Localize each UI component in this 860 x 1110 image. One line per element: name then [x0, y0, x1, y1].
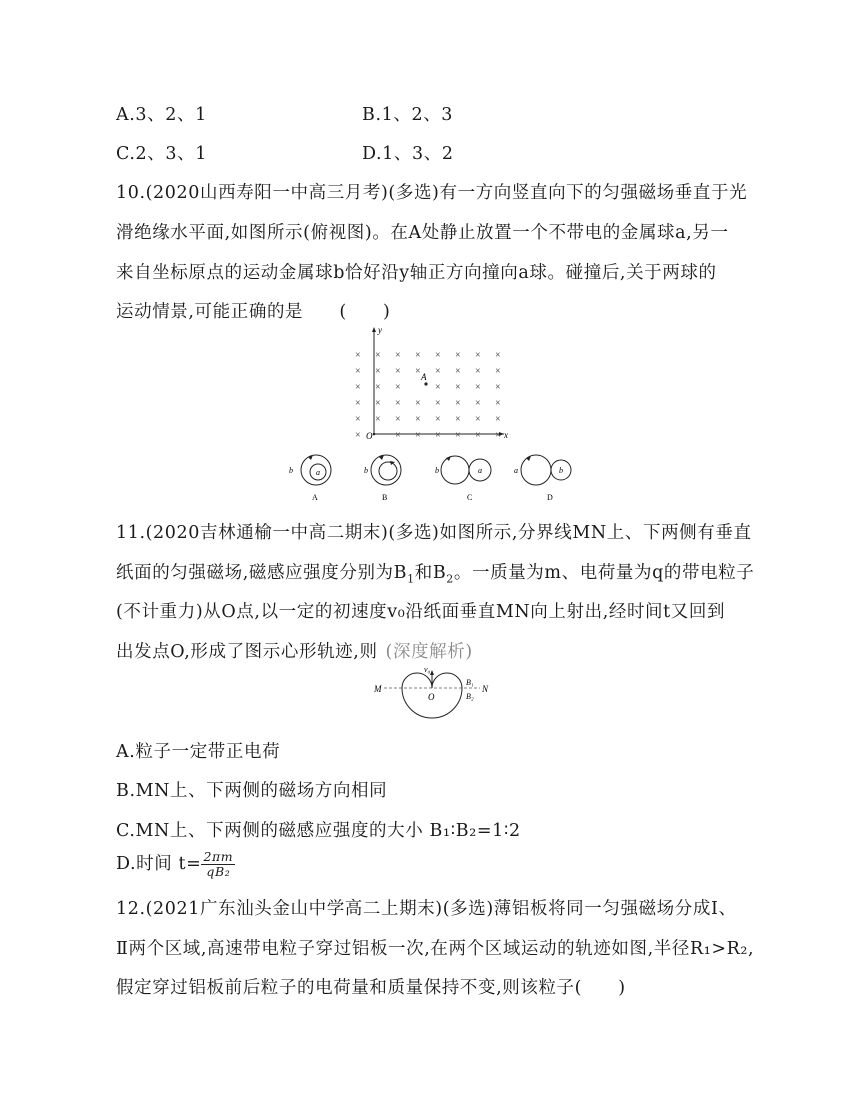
field-cross: × — [455, 430, 461, 441]
q11-heart-trajectory-figure — [370, 662, 500, 732]
field-crosses — [355, 350, 501, 441]
field-cross: × — [495, 366, 501, 377]
field-cross: × — [495, 414, 501, 425]
sub-figure-d — [514, 455, 571, 502]
field-cross: × — [455, 398, 461, 409]
field-cross: × — [495, 430, 501, 441]
point-a-label: A — [421, 372, 427, 382]
svg-text:b: b — [435, 466, 439, 475]
q11-option-a: A.粒子一定带正电荷 — [116, 742, 281, 762]
field-cross: × — [455, 366, 461, 377]
field-cross: × — [495, 398, 501, 409]
field-cross: × — [375, 414, 381, 425]
svg-text:b: b — [289, 466, 293, 475]
svg-text:M: M — [374, 684, 382, 694]
y-axis-label: y — [378, 325, 382, 335]
q10-line-4: 运动情景,可能正确的是 ( ) — [116, 302, 391, 322]
field-cross: × — [355, 414, 361, 425]
x-axis-label: x — [504, 430, 508, 440]
q9-option-d: D.1、3、2 — [362, 144, 454, 164]
field-cross: × — [435, 414, 441, 425]
field-cross: × — [475, 366, 481, 377]
q10-line-3: 来自坐标原点的运动金属球b恰好沿y轴正方向撞向a球。碰撞后,关于两球的 — [116, 263, 717, 283]
field-cross: × — [415, 430, 421, 441]
field-cross: × — [375, 350, 381, 361]
field-cross: × — [355, 430, 361, 441]
field-cross: × — [435, 350, 441, 361]
sub-figure-a — [289, 455, 331, 502]
svg-text:B₂: B₂ — [466, 692, 474, 701]
field-cross: × — [435, 382, 441, 393]
field-cross: × — [475, 430, 481, 441]
field-cross: × — [355, 382, 361, 393]
svg-text:a: a — [316, 468, 320, 477]
field-cross: × — [355, 350, 361, 361]
svg-text:A: A — [312, 493, 318, 502]
field-cross: × — [395, 430, 401, 441]
field-cross: × — [455, 414, 461, 425]
field-cross: × — [355, 366, 361, 377]
field-cross: × — [395, 414, 401, 425]
q12-line-1: 12.(2021广东汕头金山中学高二上期末)(多选)薄铝板将同一匀强磁场分成Ⅰ、 — [116, 899, 737, 919]
field-cross: × — [435, 366, 441, 377]
field-cross: × — [475, 382, 481, 393]
q11-line-3: (不计重力)从O点,以一定的初速度v₀沿纸面垂直MN向上射出,经时间t又回到 — [116, 602, 726, 622]
svg-text:v₀: v₀ — [424, 665, 431, 674]
q12-line-3: 假定穿过铝板前后粒子的电荷量和质量保持不变,则该粒子( ) — [116, 978, 626, 998]
field-cross: × — [455, 382, 461, 393]
q10-line-1: 10.(2020山西寿阳一中高三月考)(多选)有一方向竖直向下的匀强磁场垂直于光 — [116, 183, 748, 203]
svg-text:C: C — [467, 493, 473, 502]
q9-option-b: B.1、2、3 — [362, 105, 454, 125]
sub-figure-b — [364, 455, 401, 502]
q11-line-2: 纸面的匀强磁场,磁感应强度分别为$B_1$和$B_2$。一质量为m、电荷量为q的带电粒子 — [116, 563, 755, 586]
field-cross: × — [375, 382, 381, 393]
q12-line-2: Ⅱ两个区域,高速带电粒子穿过铝板一次,在两个区域运动的轨迹如图,半径R₁>R₂, — [116, 939, 755, 959]
q11-line-1: 11.(2020吉林通榆一中高二期末)(多选)如图所示,分界线MN上、下两侧有垂直 — [116, 523, 752, 543]
q10-magnetic-field-figure — [280, 322, 580, 502]
field-cross: × — [415, 398, 421, 409]
q11-option-b: B.MN上、下两侧的磁场方向相同 — [116, 781, 388, 801]
svg-text:a: a — [514, 466, 518, 475]
q9-option-c: C.2、3、1 — [116, 144, 207, 164]
field-cross: × — [415, 350, 421, 361]
field-cross: × — [495, 350, 501, 361]
svg-text:N: N — [482, 684, 489, 694]
q9-option-row-1 — [116, 101, 454, 126]
svg-text:B: B — [382, 493, 388, 502]
q11-option-d: D.时间 t= $\frac{2\pi m}{\text{qB₂}}$ — [116, 849, 234, 879]
svg-text:b: b — [559, 466, 563, 475]
q11-option-c: C.MN上、下两侧的磁感应强度的大小 B₁∶B₂=1∶2 — [116, 821, 521, 841]
sub-figure-c — [435, 456, 491, 502]
field-cross: × — [395, 366, 401, 377]
field-cross: × — [375, 366, 381, 377]
field-cross: × — [415, 414, 421, 425]
field-cross: × — [435, 430, 441, 441]
field-cross: × — [475, 350, 481, 361]
field-cross: × — [395, 398, 401, 409]
q11-line-4: 出发点O,形成了图示心形轨迹,则 (深度解析) — [116, 642, 473, 662]
q9-option-row-2 — [116, 140, 454, 165]
field-cross: × — [415, 366, 421, 377]
origin-label: O — [366, 431, 373, 441]
svg-text:B₁: B₁ — [466, 678, 474, 687]
field-cross: × — [355, 398, 361, 409]
q10-line-2: 滑绝缘水平面,如图所示(俯视图)。在A处静止放置一个不带电的金属球a,另一 — [116, 223, 729, 243]
field-cross: × — [395, 350, 401, 361]
field-cross: × — [455, 350, 461, 361]
field-cross: × — [475, 398, 481, 409]
field-cross: × — [495, 382, 501, 393]
svg-text:O: O — [428, 692, 435, 702]
field-cross: × — [395, 382, 401, 393]
svg-text:a: a — [478, 466, 482, 475]
field-cross: × — [375, 398, 381, 409]
field-cross: × — [435, 398, 441, 409]
field-cross: × — [475, 414, 481, 425]
q9-option-a: A.3、2、1 — [116, 105, 207, 125]
svg-text:b: b — [364, 466, 368, 475]
deep-analysis-tag: (深度解析) — [385, 642, 473, 662]
svg-text:D: D — [547, 493, 553, 502]
